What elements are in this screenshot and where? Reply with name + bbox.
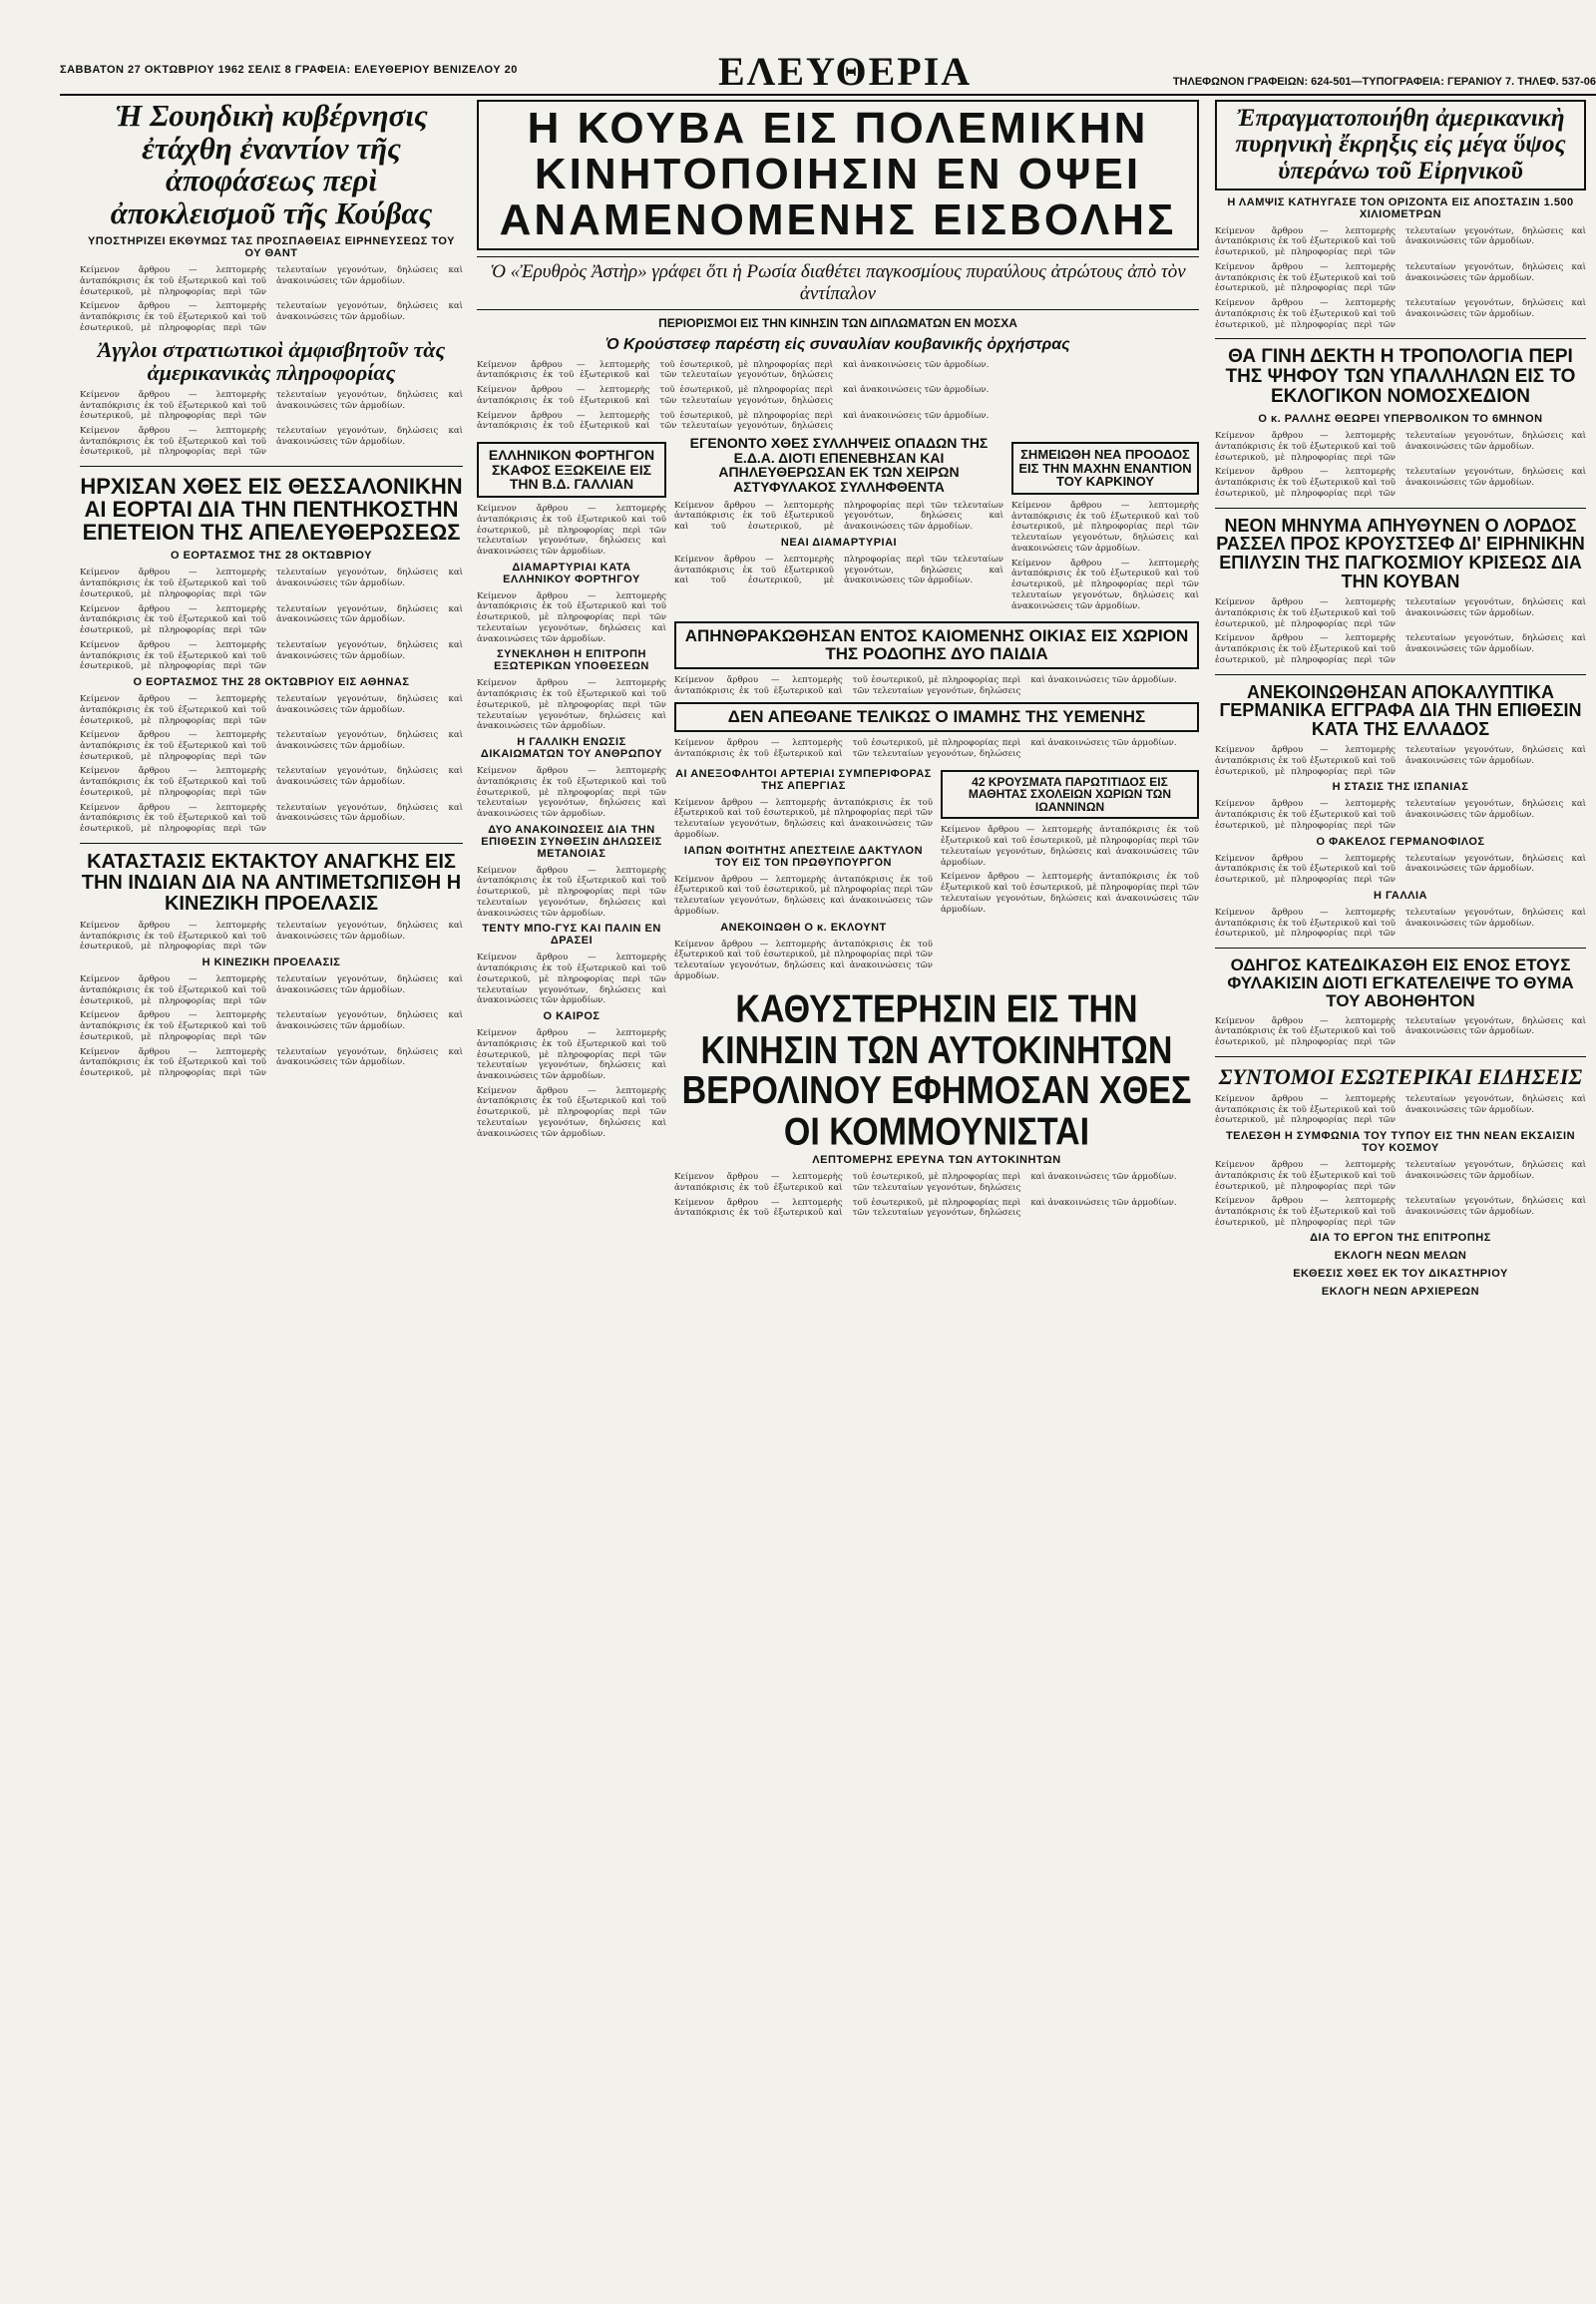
article-body: Κείμενον ἄρθρου — λεπτομερὴς ἀνταπόκρισις ἐκ τοῦ ἐξωτερικοῦ καὶ τοῦ ἐσωτερικοῦ, μὲ πληροφορίας περὶ τῶν τελευταίων γεγονότων, δηλώσεις καὶ ἀνακοινώσεις τῶν ἁρμοδίων. [1215, 1093, 1586, 1126]
article-body: Κείμενον ἄρθρου — λεπτομερὴς ἀνταπόκρισις ἐκ τοῦ ἐξωτερικοῦ καὶ τοῦ ἐσωτερικοῦ, μὲ πληροφορίας περὶ τῶν τελευταίων γεγονότων, δηλώσεις καὶ ἀνακοινώσεις τῶν ἁρμοδίων. [477, 385, 990, 406]
article-body: Κείμενον ἄρθρου — λεπτομερὴς ἀνταπόκρισις ἐκ τοῦ ἐξωτερικοῦ καὶ τοῦ ἐσωτερικοῦ, μὲ πληροφορίας περὶ τῶν τελευταίων γεγονότων, δηλώσεις καὶ ἀνακοινώσεις τῶν ἁρμοδίων. [80, 694, 463, 726]
article-body: Κείμενον ἄρθρου — λεπτομερὴς ἀνταπόκρισις ἐκ τοῦ ἐξωτερικοῦ καὶ τοῦ ἐσωτερικοῦ, μὲ πληροφορίας περὶ τῶν τελευταίων γεγονότων, δηλώσεις καὶ ἀνακοινώσεις τῶν ἁρμοδίων. [1215, 1015, 1586, 1048]
article-body: Κείμενον ἄρθρου — λεπτομερὴς ἀνταπόκρισις ἐκ τοῦ ἐξωτερικοῦ καὶ τοῦ ἐσωτερικοῦ, μὲ πληροφορίας περὶ τῶν τελευταίων γεγονότων, δηλώσεις καὶ ἀνακοινώσεις τῶν ἁρμοδίων. [674, 939, 933, 981]
article-body: Κείμενον ἄρθρου — λεπτομερὴς ἀνταπόκρισις ἐκ τοῦ ἐξωτερικοῦ καὶ τοῦ ἐσωτερικοῦ, μὲ πληροφορίας περὶ τῶν τελευταίων γεγονότων, δηλώσεις καὶ ἀνακοινώσεις τῶν ἁρμοδίων. [941, 825, 1199, 868]
headline-amendment: ΘΑ ΓΙΝΗ ΔΕΚΤΗ Η ΤΡΟΠΟΛΟΓΙΑ ΠΕΡΙ ΤΗΣ ΨΗΦΟΥ ΤΩΝ ΥΠΑΛΛΗΛΩΝ ΕΙΣ ΤΟ ΕΚΛΟΓΙΚΟΝ ΝΟΜΟΣΧΕΔΙΟΝ [1225, 346, 1576, 408]
small-head: ΣΥΝΕΚΛΗΘΗ Η ΕΠΙΤΡΟΠΗ ΕΞΩΤΕΡΙΚΩΝ ΥΠΟΘΕΣΕΩΝ [494, 648, 649, 673]
headline-british-officers: Ἀγγλοι στρατιωτικοὶ ἀμφισβητοῦν τὰς ἀμερικανικὰς πληροφορίας [97, 336, 446, 385]
newspaper-title: ΕΛΕΥΘΕΡΙΑ [718, 49, 973, 94]
small-head: ΔΥΟ ΑΝΑΚΟΙΝΩΣΕΙΣ ΔΙΑ ΤΗΝ ΕΠΙΘΕΣΙΝ ΣΥΝΘΕΣΙΝ ΔΗΛΩΣΕΙΣ ΜΕΤΑΝΟΙΑΣ [481, 823, 662, 860]
article-body: Κείμενον ἄρθρου — λεπτομερὴς ἀνταπόκρισις ἐκ τοῦ ἐξωτερικοῦ καὶ τοῦ ἐσωτερικοῦ, μὲ πληροφορίας περὶ τῶν τελευταίων γεγονότων, δηλώσεις καὶ ἀνακοινώσεις τῶν ἁρμοδίων. [1215, 225, 1586, 258]
article-body: Κείμενον ἄρθρου — λεπτομερὴς ἀνταπόκρισις ἐκ τοῦ ἐξωτερικοῦ καὶ τοῦ ἐσωτερικοῦ, μὲ πληροφορίας περὶ τῶν τελευταίων γεγονότων, δηλώσεις καὶ ἀνακοινώσεις τῶν ἁρμοδίων. [477, 1028, 666, 1081]
article-body: Κείμενον ἄρθρου — λεπτομερὴς ἀνταπόκρισις ἐκ τοῦ ἐξωτερικοῦ καὶ τοῦ ἐσωτερικοῦ, μὲ πληροφορίας περὶ τῶν τελευταίων γεγονότων, δηλώσεις καὶ ἀνακοινώσεις τῶν ἁρμοδίων. [477, 410, 990, 432]
headline-short-news: ΣΥΝΤΟΜΟΙ ΕΣΩΤΕΡΙΚΑΙ ΕΙΔΗΣΕΙΣ [1218, 1063, 1583, 1089]
headline-cancer: ΣΗΜΕΙΩΘΗ ΝΕΑ ΠΡΟΟΔΟΣ ΕΙΣ ΤΗΝ ΜΑΧΗΝ ΕΝΑΝΤΙΟΝ ΤΟΥ ΚΑΡΚΙΝΟΥ [1018, 446, 1192, 490]
kicker-diplomats: ΠΕΡΙΟΡΙΣΜΟΙ ΕΙΣ ΤΗΝ ΚΙΝΗΣΙΝ ΤΩΝ ΔΙΠΛΩΜΑΤΩΝ ΕΝ ΜΟΣΧΑ [658, 315, 1017, 330]
headline-imam-yemen: ΔΕΝ ΑΠΕΘΑΝΕ ΤΕΛΙΚΩΣ Ο ΙΜΑΜΗΣ ΤΗΣ ΥΕΜΕΝΗΣ [727, 707, 1146, 727]
subhead-press-agreement: ΤΕΛΕΣΘΗ Η ΣΥΜΦΩΝΙΑ ΤΟΥ ΤΥΠΟΥ ΕΙΣ ΤΗΝ ΝΕΑΝ ΕΚΣΑΙΣΙΝ ΤΟΥ ΚΟΣΜΟΥ [1225, 1130, 1576, 1155]
article-body: Κείμενον ἄρθρου — λεπτομερὴς ἀνταπόκρισις ἐκ τοῦ ἐξωτερικοῦ καὶ τοῦ ἐσωτερικοῦ, μὲ πληροφορίας περὶ τῶν τελευταίων γεγονότων, δηλώσεις καὶ ἀνακοινώσεις τῶν ἁρμοδίων. [477, 953, 666, 1006]
article-body: Κείμενον ἄρθρου — λεπτομερὴς ἀνταπόκρισις ἐκ τοῦ ἐξωτερικοῦ καὶ τοῦ ἐσωτερικοῦ, μὲ πληροφορίας περὶ τῶν τελευταίων γεγονότων, δηλώσεις καὶ ἀνακοινώσεις τῶν ἁρμοδίων. [477, 1085, 666, 1139]
small-head: ΔΙΑΜΑΡΤΥΡΙΑΙ ΚΑΤΑ ΕΛΛΗΝΙΚΟΥ ΦΟΡΤΗΓΟΥ [503, 561, 640, 585]
date-line: ΣΑΒΒΑΤΟΝ 27 ΟΚΤΩΒΡΙΟΥ 1962 ΣΕΛΙΣ 8 ΓΡΑΦΕΙΑ: ΕΛΕΥΘΕΡΙΟΥ ΒΕΝΙΖΕΛΟΥ 20 [60, 64, 518, 76]
article-body: Κείμενον ἄρθρου — λεπτομερὴς ἀνταπόκρισις ἐκ τοῦ ἐξωτερικοῦ καὶ τοῦ ἐσωτερικοῦ, μὲ πληροφορίας περὶ τῶν τελευταίων γεγονότων, δηλώσεις καὶ ἀνακοινώσεις τῶν ἁρμοδίων. [1215, 431, 1586, 463]
small-head: ΙΑΠΩΝ ΦΟΙΤΗΤΗΣ ΑΠΕΣΤΕΙΛΕ ΔΑΚΤΥΛΟΝ ΤΟΥ ΕΙΣ ΤΟΝ ΠΡΩΘΥΠΟΥΡΓΟΝ [683, 844, 924, 869]
article-body: Κείμενον ἄρθρου — λεπτομερὴς ἀνταπόκρισις ἐκ τοῦ ἐξωτερικοῦ καὶ τοῦ ἐσωτερικοῦ, μὲ πληροφορίας περὶ τῶν τελευταίων γεγονότων, δηλώσεις καὶ ἀνακοινώσεις τῶν ἁρμοδίων. [1215, 745, 1586, 777]
headline-india-emergency: ΚΑΤΑΣΤΑΣΙΣ ΕΚΤΑΚΤΟΥ ΑΝΑΓΚΗΣ ΕΙΣ ΤΗΝ ΙΝΔΙΑΝ ΔΙΑ ΝΑ ΑΝΤΙΜΕΤΩΠΙΣΘΗ Η ΚΙΝΕΖΙΚΗ ΠΡΟΕΛΑΣΙΣ [81, 850, 462, 915]
article-body: Κείμενον ἄρθρου — λεπτομερὴς ἀνταπόκρισις ἐκ τοῦ ἐξωτερικοῦ καὶ τοῦ ἐσωτερικοῦ, μὲ πληροφορίας περὶ τῶν τελευταίων γεγονότων, δηλώσεις καὶ ἀνακοινώσεις τῶν ἁρμοδίων. [674, 738, 1177, 759]
headline-greek-freighter: ΕΛΛΗΝΙΚΟΝ ΦΟΡΤΗΓΟΝ ΣΚΑΦΟΣ ΕΞΩΚΕΙΛΕ ΕΙΣ ΤΗΝ Β.Δ. ΓΑΛΛΙΑΝ [488, 446, 655, 493]
headline-mumps-ioannina: 42 ΚΡΟΥΣΜΑΤΑ ΠΑΡΩΤΙΤΙΔΟΣ ΕΙΣ ΜΑΘΗΤΑΣ ΣΧΟΛΕΙΩΝ ΧΩΡΙΩΝ ΤΩΝ ΙΩΑΝΝΙΝΩΝ [968, 774, 1172, 814]
article-body: Κείμενον ἄρθρου — λεπτομερὴς ἀνταπόκρισις ἐκ τοῦ ἐξωτερικοῦ καὶ τοῦ ἐσωτερικοῦ, μὲ πληροφορίας περὶ τῶν τελευταίων γεγονότων, δηλώσεις καὶ ἀνακοινώσεις τῶν ἁρμοδίων. [674, 674, 1177, 696]
small-head: Η ΓΑΛΛΙΚΗ ΕΝΩΣΙΣ ΔΙΚΑΙΩΜΑΤΩΝ ΤΟΥ ΑΝΘΡΩΠΟΥ [480, 736, 663, 761]
subhead-swedish: ΥΠΟΣΤΗΡΙΖΕΙ ΕΚΘΥΜΩΣ ΤΑΣ ΠΡΟΣΠΑΘΕΙΑΣ ΕΙΡΗΝΕΥΣΕΩΣ ΤΟΥ ΟΥ ΘΑΝΤ [87, 235, 456, 260]
article-body: Κείμενον ἄρθρου — λεπτομερὴς ἀνταπόκρισις ἐκ τοῦ ἐξωτερικοῦ καὶ τοῦ ἐσωτερικοῦ, μὲ πληροφορίας περὶ τῶν τελευταίων γεγονότων, δηλώσεις καὶ ἀνακοινώσεις τῶν ἁρμοδίων. [80, 730, 463, 762]
article-body: Κείμενον ἄρθρου — λεπτομερὴς ἀνταπόκρισις ἐκ τοῦ ἐξωτερικοῦ καὶ τοῦ ἐσωτερικοῦ, μὲ πληροφορίας περὶ τῶν τελευταίων γεγονότων, δηλώσεις καὶ ἀνακοινώσεις τῶν ἁρμοδίων. [674, 1172, 1177, 1193]
article-body: Κείμενον ἄρθρου — λεπτομερὴς ἀνταπόκρισις ἐκ τοῦ ἐξωτερικοῦ καὶ τοῦ ἐσωτερικοῦ, μὲ πληροφορίας περὶ τῶν τελευταίων γεγονότων, δηλώσεις καὶ ἀνακοινώσεις τῶν ἁρμοδίων. [1215, 1196, 1586, 1228]
headline-german-documents: ΑΝΕΚΟΙΝΩΘΗΣΑΝ ΑΠΟΚΑΛΥΠΤΙΚΑ ΓΕΡΜΑΝΙΚΑ ΕΓΓΡΑΦΑ ΔΙΑ ΤΗΝ ΕΠΙΘΕΣΙΝ ΚΑΤΑ ΤΗΣ ΕΛΛΑΔΟΣ [1219, 681, 1582, 740]
small-head: ΕΚΘΕΣΙΣ ΧΘΕΣ ΕΚ ΤΟΥ ΔΙΚΑΣΤΗΡΙΟΥ [1293, 1268, 1508, 1281]
masthead [60, 49, 1596, 96]
article-body: Κείμενον ἄρθρου — λεπτομερὴς ἀνταπόκρισις ἐκ τοῦ ἐξωτερικοῦ καὶ τοῦ ἐσωτερικοῦ, μὲ πληροφορίας περὶ τῶν τελευταίων γεγονότων, δηλώσεις καὶ ἀνακοινώσεις τῶν ἁρμοδίων. [80, 802, 463, 835]
article-body: Κείμενον ἄρθρου — λεπτομερὴς ἀνταπόκρισις ἐκ τοῦ ἐξωτερικοῦ καὶ τοῦ ἐσωτερικοῦ, μὲ πληροφορίας περὶ τῶν τελευταίων γεγονότων, δηλώσεις καὶ ἀνακοινώσεις τῶν ἁρμοδίων. [1011, 558, 1199, 611]
center-story-row-1 [477, 436, 1199, 1223]
subhead-france: Η ΓΑΛΛΙΑ [1373, 889, 1428, 902]
article-body: Κείμενον ἄρθρου — λεπτομερὴς ἀνταπόκρισις ἐκ τοῦ ἐξωτερικοῦ καὶ τοῦ ἐσωτερικοῦ, μὲ πληροφορίας περὶ τῶν τελευταίων γεγονότων, δηλώσεις καὶ ἀνακοινώσεις τῶν ἁρμοδίων. [941, 872, 1199, 915]
article-body: Κείμενον ἄρθρου — λεπτομερὴς ἀνταπόκρισις ἐκ τοῦ ἐξωτερικοῦ καὶ τοῦ ἐσωτερικοῦ, μὲ πληροφορίας περὶ τῶν τελευταίων γεγονότων, δηλώσεις καὶ ἀνακοινώσεις τῶν ἁρμοδίων. [80, 639, 463, 672]
subhead-spain: Η ΣΤΑΣΙΣ ΤΗΣ ΙΣΠΑΝΙΑΣ [1332, 781, 1469, 794]
article-body: Κείμενον ἄρθρου — λεπτομερὴς ἀνταπόκρισις ἐκ τοῦ ἐξωτερικοῦ καὶ τοῦ ἐσωτερικοῦ, μὲ πληροφορίας περὶ τῶν τελευταίων γεγονότων, δηλώσεις καὶ ἀνακοινώσεις τῶν ἁρμοδίων. [80, 603, 463, 636]
article-body: Κείμενον ἄρθρου — λεπτομερὴς ἀνταπόκρισις ἐκ τοῦ ἐξωτερικοῦ καὶ τοῦ ἐσωτερικοῦ, μὲ πληροφορίας περὶ τῶν τελευταίων γεγονότων, δηλώσεις καὶ ἀνακοινώσεις τῶν ἁρμοδίων. [1215, 1160, 1586, 1192]
headline-swedish-government: Ἡ Σουηδικὴ κυβέρνησις ἐτάχθη ἐναντίον τῆς ἀποφάσεως περὶ ἀποκλεισμοῦ τῆς Κούβας [110, 100, 433, 230]
small-head: ΑΝΕΚΟΙΝΩΘΗ Ο κ. ΕΚΛΟΥΝΤ [720, 921, 887, 934]
center-right-stories [674, 436, 1199, 1223]
article-body: Κείμενον ἄρθρου — λεπτομερὴς ἀνταπόκρισις ἐκ τοῦ ἐξωτερικοῦ καὶ τοῦ ἐσωτερικοῦ, μὲ πληροφορίας περὶ τῶν τελευταίων γεγονότων, δηλώσεις καὶ ἀνακοινώσεις τῶν ἁρμοδίων. [477, 865, 666, 919]
article-body: Κείμενον ἄρθρου — λεπτομερὴς ἀνταπόκρισις ἐκ τοῦ ἐξωτερικοῦ καὶ τοῦ ἐσωτερικοῦ, μὲ πληροφορίας περὶ τῶν τελευταίων γεγονότων, δηλώσεις καὶ ἀνακοινώσεις τῶν ἁρμοδίων. [80, 1046, 463, 1078]
article-body: Κείμενον ἄρθρου — λεπτομερὴς ἀνταπόκρισις ἐκ τοῦ ἐξωτερικοῦ καὶ τοῦ ἐσωτερικοῦ, μὲ πληροφορίας περὶ τῶν τελευταίων γεγονότων, δηλώσεις καὶ ἀνακοινώσεις τῶν ἁρμοδίων. [1215, 467, 1586, 499]
article-body: Κείμενον ἄρθρου — λεπτομερὴς ἀνταπόκρισις ἐκ τοῦ ἐξωτερικοῦ καὶ τοῦ ἐσωτερικοῦ, μὲ πληροφορίας περὶ τῶν τελευταίων γεγονότων, δηλώσεις καὶ ἀνακοινώσεις τῶν ἁρμοδίων. [477, 766, 666, 819]
center-column [477, 100, 1199, 2264]
article-body: Κείμενον ἄρθρου — λεπτομερὴς ἀνταπόκρισις ἐκ τοῦ ἐξωτερικοῦ καὶ τοῦ ἐσωτερικοῦ, μὲ πληροφορίας περὶ τῶν τελευταίων γεγονότων, δηλώσεις καὶ ἀνακοινώσεις τῶν ἁρμοδίων. [674, 554, 1003, 586]
subhead-28-october: Ο ΕΟΡΤΑΣΜΟΣ ΤΗΣ 28 ΟΚΤΩΒΡΙΟΥ [170, 550, 373, 563]
phones-line: ΤΗΛΕΦΩΝΟΝ ΓΡΑΦΕΙΩΝ: 624-501—ΤΥΠΟΓΡΑΦΕΙΑ: ΓΕΡΑΝΙΟΥ 7. ΤΗΛΕΦ. 537-06 [1172, 76, 1596, 88]
article-body: Κείμενον ἄρθρου — λεπτομερὴς ἀνταπόκρισις ἐκ τοῦ ἐξωτερικοῦ καὶ τοῦ ἐσωτερικοῦ, μὲ πληροφορίας περὶ τῶν τελευταίων γεγονότων, δηλώσεις καὶ ἀνακοινώσεις τῶν ἁρμοδίων. [1011, 500, 1199, 554]
article-body: Κείμενον ἄρθρου — λεπτομερὴς ἀνταπόκρισις ἐκ τοῦ ἐξωτερικοῦ καὶ τοῦ ἐσωτερικοῦ, μὲ πληροφορίας περὶ τῶν τελευταίων γεγονότων, δηλώσεις καὶ ἀνακοινώσεις τῶν ἁρμοδίων. [1215, 799, 1586, 831]
small-head: ΑΙ ΑΝΕΞΟΦΛΗΤΟΙ ΑΡΤΕΡΙΑΙ ΣΥΜΠΕΡΙΦΟΡΑΣ ΤΗΣ ΑΠΕΡΓΙΑΣ [675, 767, 932, 792]
article-body: Κείμενον ἄρθρου — λεπτομερὴς ἀνταπόκρισις ἐκ τοῦ ἐξωτερικοῦ καὶ τοῦ ἐσωτερικοῦ, μὲ πληροφορίας περὶ τῶν τελευταίων γεγονότων, δηλώσεις καὶ ἀνακοινώσεις τῶν ἁρμοδίων. [80, 301, 463, 333]
article-body: Κείμενον ἄρθρου — λεπτομερὴς ἀνταπόκρισις ἐκ τοῦ ἐξωτερικοῦ καὶ τοῦ ἐσωτερικοῦ, μὲ πληροφορίας περὶ τῶν τελευταίων γεγονότων, δηλώσεις καὶ ἀνακοινώσεις τῶν ἁρμοδίων. [80, 425, 463, 458]
small-head: ΔΙΑ ΤΟ ΕΡΓΟΝ ΤΗΣ ΕΠΙΤΡΟΠΗΣ [1310, 1232, 1491, 1245]
small-head: Ο ΚΑΙΡΟΣ [543, 1010, 600, 1023]
headline-thessaloniki: ΗΡΧΙΣΑΝ ΧΘΕΣ ΕΙΣ ΘΕΣΣΑΛΟΝΙΚΗΝ ΑΙ ΕΟΡΤΑΙ ΔΙΑ ΤΗΝ ΠΕΝΤΗΚΟΣΤΗΝ ΕΠΕΤΕΙΟΝ ΤΗΣ ΑΠΕΛΕΥΘΕΡΩΣΕΩΣ [80, 474, 463, 546]
story-greek-freighter [477, 436, 666, 1223]
article-body: Κείμενον ἄρθρου — λεπτομερὴς ἀνταπόκρισις ἐκ τοῦ ἐξωτερικοῦ καὶ τοῦ ἐσωτερικοῦ, μὲ πληροφορίας περὶ τῶν τελευταίων γεγονότων, δηλώσεις καὶ ἀνακοινώσεις τῶν ἁρμοδίων. [477, 359, 990, 381]
article-body: Κείμενον ἄρθρου — λεπτομερὴς ἀνταπόκρισις ἐκ τοῦ ἐξωτερικοῦ καὶ τοῦ ἐσωτερικοῦ, μὲ πληροφορίας περὶ τῶν τελευταίων γεγονότων, δηλώσεις καὶ ἀνακοινώσεις τῶν ἁρμοδίων. [80, 1010, 463, 1042]
article-body: Κείμενον ἄρθρου — λεπτομερὴς ἀνταπόκρισις ἐκ τοῦ ἐξωτερικοῦ καὶ τοῦ ἐσωτερικοῦ, μὲ πληροφορίας περὶ τῶν τελευταίων γεγονότων, δηλώσεις καὶ ἀνακοινώσεις τῶν ἁρμοδίων. [80, 568, 463, 599]
article-body: Κείμενον ἄρθρου — λεπτομερὴς ἀνταπόκρισις ἐκ τοῦ ἐξωτερικοῦ καὶ τοῦ ἐσωτερικοῦ, μὲ πληροφορίας περὶ τῶν τελευταίων γεγονότων, δηλώσεις καὶ ἀνακοινώσεις τῶν ἁρμοδίων. [674, 500, 1003, 533]
article-body: Κείμενον ἄρθρου — λεπτομερὴς ἀνταπόκρισις ἐκ τοῦ ἐξωτερικοῦ καὶ τοῦ ἐσωτερικοῦ, μὲ πληροφορίας περὶ τῶν τελευταίων γεγονότων, δηλώσεις καὶ ἀνακοινώσεις τῶν ἁρμοδίων. [1215, 597, 1586, 629]
subhead-rallis: Ο κ. ΡΑΛΛΗΣ ΘΕΩΡΕΙ ΥΠΕΡΒΟΛΙΚΟΝ ΤΟ 6ΜΗΝΟΝ [1258, 413, 1543, 426]
article-body: Κείμενον ἄρθρου — λεπτομερὴς ἀνταπόκρισις ἐκ τοῦ ἐξωτερικοῦ καὶ τοῦ ἐσωτερικοῦ, μὲ πληροφορίας περὶ τῶν τελευταίων γεγονότων, δηλώσεις καὶ ἀνακοινώσεις τῶν ἁρμοδίων. [1215, 298, 1586, 330]
article-body: Κείμενον ἄρθρου — λεπτομερὴς ἀνταπόκρισις ἐκ τοῦ ἐξωτερικοῦ καὶ τοῦ ἐσωτερικοῦ, μὲ πληροφορίας περὶ τῶν τελευταίων γεγονότων, δηλώσεις καὶ ἀνακοινώσεις τῶν ἁρμοδίων. [80, 766, 463, 798]
headline-russell-message: ΝΕΟΝ ΜΗΝΥΜΑ ΑΠΗΥΘΥΝΕΝ Ο ΛΟΡΔΟΣ ΡΑΣΣΕΛ ΠΡΟΣ ΚΡΟΥΣΤΣΕΦ ΔΙ' ΕΙΡΗΝΙΚΗΝ ΕΠΙΛΥΣΙΝ ΤΗΣ ΠΑΓΚΟΣΜΙΟΥ ΚΡΙΣΕΩΣ ΔΙΑ ΤΗΝ ΚΟΥΒΑΝ [1216, 515, 1585, 592]
headline-nuclear-explosion: Ἐπραγματοποιήθη ἀμερικανικὴ πυρηνικὴ ἔκρηξις εἰς μέγα ὕψος ὑπεράνω τοῦ Εἰρηνικοῦ [1235, 105, 1566, 185]
small-head: ΕΚΛΟΓΗ ΝΕΩΝ ΜΕΛΩΝ [1334, 1250, 1467, 1263]
headline-driver-convicted: ΟΔΗΓΟΣ ΚΑΤΕΔΙΚΑΣΘΗ ΕΙΣ ΕΝΟΣ ΕΤΟΥΣ ΦΥΛΑΚΙΣΙΝ ΔΙΟΤΙ ΕΓΚΑΤΕΛΕΙΨΕ ΤΟ ΘΥΜΑ ΤΟΥ ΑΒΟΗΘΗΤΟΝ [1227, 956, 1574, 1010]
headline-berlin-delays: ΚΑΘΥΣΤΕΡΗΣΙΝ ΕΙΣ ΤΗΝ ΚΙΝΗΣΙΝ ΤΩΝ ΑΥΤΟΚΙΝΗΤΩΝ ΒΕΡΟΛΙΝΟΥ ΕΦΗΜΟΣΑΝ ΧΘΕΣ ΟΙ ΚΟΜΜΟΥΝΙΣΤΑΙ [681, 986, 1192, 1154]
article-body: Κείμενον ἄρθρου — λεπτομερὴς ἀνταπόκρισις ἐκ τοῦ ἐξωτερικοῦ καὶ τοῦ ἐσωτερικοῦ, μὲ πληροφορίας περὶ τῶν τελευταίων γεγονότων, δηλώσεις καὶ ἀνακοινώσεις τῶν ἁρμοδίων. [80, 920, 463, 953]
headline-rhodope-children: ΑΠΗΝΘΡΑΚΩΘΗΣΑΝ ΕΝΤΟΣ ΚΑΙΟΜΕΝΗΣ ΟΙΚΙΑΣ ΕΙΣ ΧΩΡΙΟΝ ΤΗΣ ΡΟΔΟΠΗΣ ΔΥΟ ΠΑΙΔΙΑ [684, 626, 1189, 664]
article-body: Κείμενον ἄρθρου — λεπτομερὴς ἀνταπόκρισις ἐκ τοῦ ἐξωτερικοῦ καὶ τοῦ ἐσωτερικοῦ, μὲ πληροφορίας περὶ τῶν τελευταίων γεγονότων, δηλώσεις καὶ ἀνακοινώσεις τῶν ἁρμοδίων. [1215, 907, 1586, 940]
article-body: Κείμενον ἄρθρου — λεπτομερὴς ἀνταπόκρισις ἐκ τοῦ ἐξωτερικοῦ καὶ τοῦ ἐσωτερικοῦ, μὲ πληροφορίας περὶ τῶν τελευταίων γεγονότων, δηλώσεις καὶ ἀνακοινώσεις τῶν ἁρμοδίων. [674, 1197, 1177, 1219]
article-body: Κείμενον ἄρθρου — λεπτομερὴς ἀνταπόκρισις ἐκ τοῦ ἐξωτερικοῦ καὶ τοῦ ἐσωτερικοῦ, μὲ πληροφορίας περὶ τῶν τελευταίων γεγονότων, δηλώσεις καὶ ἀνακοινώσεις τῶν ἁρμοδίων. [80, 265, 463, 297]
small-head: ΝΕΑΙ ΔΙΑΜΑΡΤΥΡΙΑΙ [780, 536, 898, 549]
left-column [80, 100, 463, 2264]
article-body: Κείμενον ἄρθρου — λεπτομερὴς ἀνταπόκρισις ἐκ τοῦ ἐξωτερικοῦ καὶ τοῦ ἐσωτερικοῦ, μὲ πληροφορίας περὶ τῶν τελευταίων γεγονότων, δηλώσεις καὶ ἀνακοινώσεις τῶν ἁρμοδίων. [477, 678, 666, 732]
article-body: Κείμενον ἄρθρου — λεπτομερὴς ἀνταπόκρισις ἐκ τοῦ ἐξωτερικοῦ καὶ τοῦ ἐσωτερικοῦ, μὲ πληροφορίας περὶ τῶν τελευταίων γεγονότων, δηλώσεις καὶ ἀνακοινώσεις τῶν ἁρμοδίων. [80, 389, 463, 422]
article-body: Κείμενον ἄρθρου — λεπτομερὴς ἀνταπόκρισις ἐκ τοῦ ἐξωτερικοῦ καὶ τοῦ ἐσωτερικοῦ, μὲ πληροφορίας περὶ τῶν τελευταίων γεγονότων, δηλώσεις καὶ ἀνακοινώσεις τῶν ἁρμοδίων. [477, 504, 666, 557]
article-body: Κείμενον ἄρθρου — λεπτομερὴς ἀνταπόκρισις ἐκ τοῦ ἐξωτερικοῦ καὶ τοῦ ἐσωτερικοῦ, μὲ πληροφορίας περὶ τῶν τελευταίων γεγονότων, δηλώσεις καὶ ἀνακοινώσεις τῶν ἁρμοδίων. [80, 974, 463, 1006]
main-subheadline: Ὁ «Ἐρυθρὸς Ἀστὴρ» γράφει ὅτι ἡ Ρωσία διαθέτει παγκοσμίους πυραύλους ἀτρώτους ἀπὸ τὸν ἀντίπαλον [477, 256, 1199, 310]
subhead-germanophile: Ο ΦΑΚΕΛΟΣ ΓΕΡΜΑΝΟΦΙΛΟΣ [1316, 835, 1485, 848]
subhead-flash: Η ΛΑΜΨΙΣ ΚΑΤΗΥΓΑΣΕ ΤΟΝ ΟΡΙΖΟΝΤΑ ΕΙΣ ΑΠΟΣΤΑΣΙΝ 1.500 ΧΙΛΙΟΜΕΤΡΩΝ [1227, 195, 1574, 220]
subhead-chinese-advance: Η ΚΙΝΕΖΙΚΗ ΠΡΟΕΛΑΣΙΣ [201, 957, 341, 969]
article-body: Κείμενον ἄρθρου — λεπτομερὴς ἀνταπόκρισις ἐκ τοῦ ἐξωτερικοῦ καὶ τοῦ ἐσωτερικοῦ, μὲ πληροφορίας περὶ τῶν τελευταίων γεγονότων, δηλώσεις καὶ ἀνακοινώσεις τῶν ἁρμοδίων. [477, 590, 666, 644]
article-body: Κείμενον ἄρθρου — λεπτομερὴς ἀνταπόκρισις ἐκ τοῦ ἐξωτερικοῦ καὶ τοῦ ἐσωτερικοῦ, μὲ πληροφορίας περὶ τῶν τελευταίων γεγονότων, δηλώσεις καὶ ἀνακοινώσεις τῶν ἁρμοδίων. [1215, 633, 1586, 665]
article-body: Κείμενον ἄρθρου — λεπτομερὴς ἀνταπόκρισις ἐκ τοῦ ἐξωτερικοῦ καὶ τοῦ ἐσωτερικοῦ, μὲ πληροφορίας περὶ τῶν τελευταίων γεγονότων, δηλώσεις καὶ ἀνακοινώσεις τῶν ἁρμοδίων. [1215, 261, 1586, 294]
article-body: Κείμενον ἄρθρου — λεπτομερὴς ἀνταπόκρισις ἐκ τοῦ ἐξωτερικοῦ καὶ τοῦ ἐσωτερικοῦ, μὲ πληροφορίας περὶ τῶν τελευταίων γεγονότων, δηλώσεις καὶ ἀνακοινώσεις τῶν ἁρμοδίων. [1215, 853, 1586, 886]
main-headline-box [477, 100, 1199, 250]
main-headline-cuba: Η ΚΟΥΒΑ ΕΙΣ ΠΟΛΕΜΙΚΗΝ ΚΙΝΗΤΟΠΟΙΗΣΙΝ ΕΝ ΟΨΕΙ ΑΝΑΜΕΝΟΜΕΝΗΣ ΕΙΣΒΟΛΗΣ [499, 104, 1177, 245]
right-column [1215, 100, 1586, 2264]
small-head: ΕΚΛΟΓΗ ΝΕΩΝ ΑΡΧΙΕΡΕΩΝ [1321, 1286, 1480, 1299]
article-body: Κείμενον ἄρθρου — λεπτομερὴς ἀνταπόκρισις ἐκ τοῦ ἐξωτερικοῦ καὶ τοῦ ἐσωτερικοῦ, μὲ πληροφορίας περὶ τῶν τελευταίων γεγονότων, δηλώσεις καὶ ἀνακοινώσεις τῶν ἁρμοδίων. [674, 797, 933, 840]
subhead-28-october-athens: Ο ΕΟΡΤΑΣΜΟΣ ΤΗΣ 28 ΟΚΤΩΒΡΙΟΥ ΕΙΣ ΑΘΗΝΑΣ [133, 676, 410, 689]
headline-eda-arrests: ΕΓΕΝΟΝΤΟ ΧΘΕΣ ΣΥΛΛΗΨΕΙΣ ΟΠΑΔΩΝ ΤΗΣ Ε.Δ.Α. ΔΙΟΤΙ ΕΠΕΝΕΒΗΣΑΝ ΚΑΙ ΑΠΗΛΕΥΘΕΡΩΣΑΝ ΕΚ ΤΩΝ ΧΕΙΡΩΝ ΑΣΤΥΦΥΛΑΚΟΣ ΣΥΛΛΗΦΘΕΝΤΑ [689, 434, 989, 496]
kicker-khrushchev: Ὁ Κρούστσεφ παρέστη εἰς συναυλίαν κουβανικῆς ὀρχήστρας [605, 335, 1070, 353]
article-body: Κείμενον ἄρθρου — λεπτομερὴς ἀνταπόκρισις ἐκ τοῦ ἐξωτερικοῦ καὶ τοῦ ἐσωτερικοῦ, μὲ πληροφορίας περὶ τῶν τελευταίων γεγονότων, δηλώσεις καὶ ἀνακοινώσεις τῶν ἁρμοδίων. [674, 874, 933, 917]
small-head: ΤΕΝΤΥ ΜΠΟ-ΓΥΣ ΚΑΙ ΠΑΛΙΝ ΕΝ ΔΡΑΣΕΙ [482, 923, 661, 948]
subhead-car-inspection: ΛΕΠΤΟΜΕΡΗΣ ΕΡΕΥΝΑ ΤΩΝ ΑΥΤΟΚΙΝΗΤΩΝ [812, 1154, 1061, 1167]
